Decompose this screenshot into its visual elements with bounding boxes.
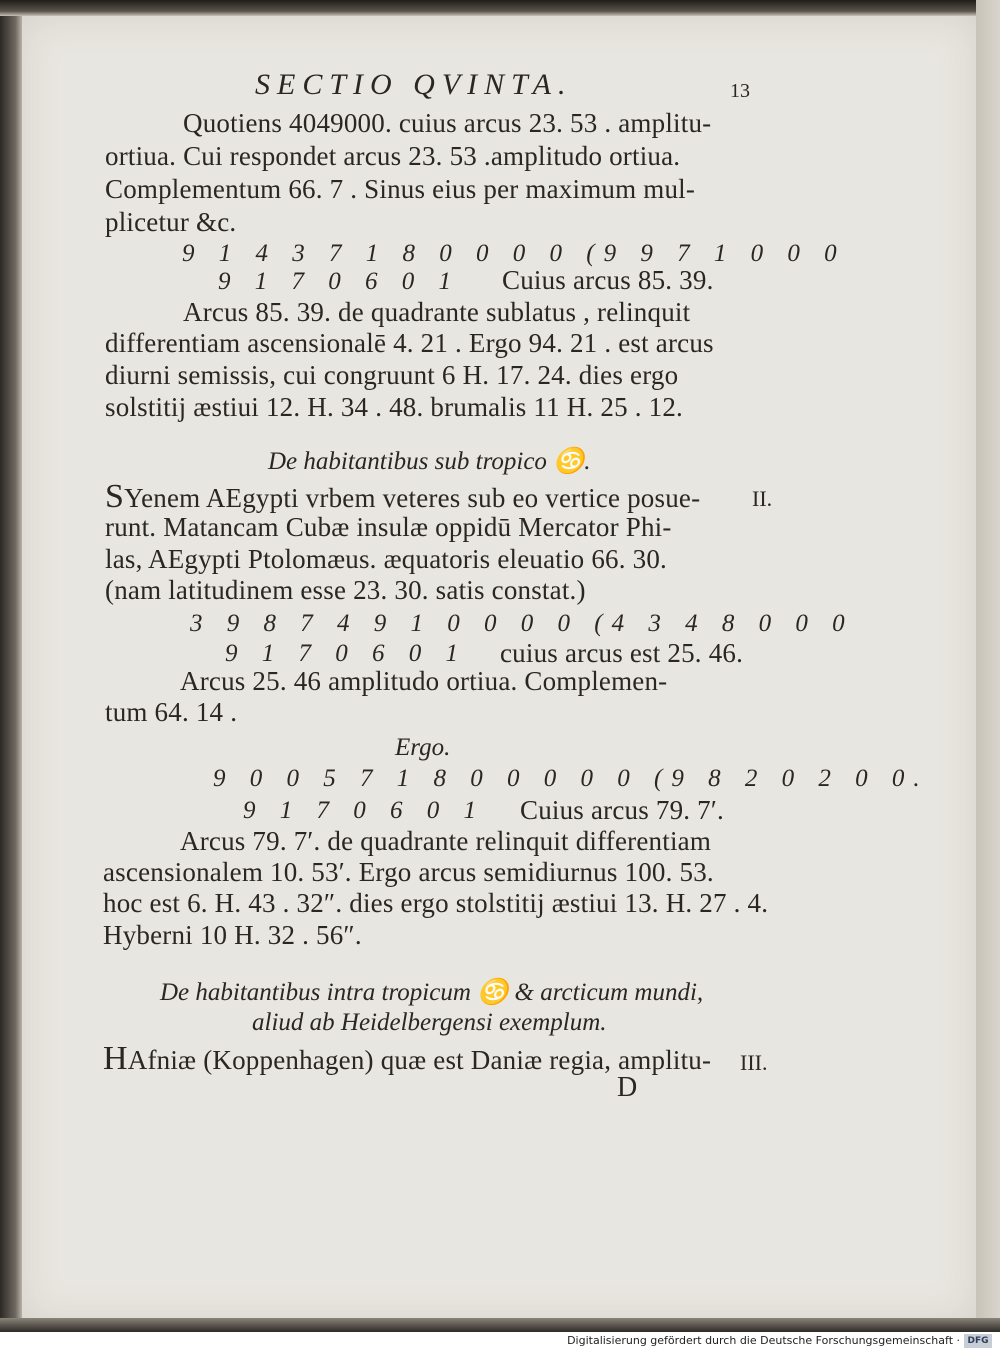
drop-cap: H <box>103 1040 128 1077</box>
text-line: solstitij æstiui 12. H. 34 . 48. brumalis 11 H. 25 . 12. <box>105 392 683 422</box>
funding-credit: Digitalisierung gefördert durch die Deutsche Forschungsgemeinschaft · <box>567 1334 960 1347</box>
text-line <box>105 478 700 516</box>
calc-row: 9 1 7 0 6 0 1 <box>218 268 460 295</box>
drop-cap: S <box>105 478 125 515</box>
text-line: diurni semissis, cui congruunt 6 H. 17. 24. dies ergo <box>105 360 679 390</box>
calc-row: 9 1 7 0 6 0 1 <box>243 797 485 824</box>
text-line: ascensionalem 10. 53′. Ergo arcus semidiurnus 100. 53. <box>103 857 714 887</box>
text-line: Arcus 25. 46 amplitudo ortiua. Complemen- <box>180 666 668 696</box>
page-number: 13 <box>730 80 750 102</box>
text-line-rest: Yenem AEgypti vrbem veteres sub eo vertice posue- <box>124 483 701 513</box>
text-line: Complementum 66. 7 . Sinus eius per maximum mul- <box>105 174 696 204</box>
text-line: Quotiens 4049000. cuius arcus 23. 53 . amplitu- <box>183 108 712 138</box>
calc-row: 9 1 7 0 6 0 1 <box>225 640 467 667</box>
page-right-edge <box>976 0 1000 1330</box>
text-line: Hyberni 10 H. 32 . 56″. <box>103 920 362 950</box>
margin-number: II. <box>752 486 773 511</box>
text-line: differentiam ascensionalē 4. 21 . Ergo 94. 21 . est arcus <box>105 328 714 358</box>
calc-result: Cuius arcus 79. 7′. <box>520 795 724 825</box>
page-bottom-edge <box>0 1318 1000 1332</box>
text-line: Arcus 79. 7′. de quadrante relinquit differentiam <box>180 826 712 856</box>
text-line: tum 64. 14 . <box>105 697 238 727</box>
text-line: (nam latitudinem esse 23. 30. satis constat.) <box>105 575 586 605</box>
footer-bar <box>0 1332 1000 1351</box>
text-line: hoc est 6. H. 43 . 32″. dies ergo stolstitij æstiui 13. H. 27 . 4. <box>103 888 769 918</box>
text-line: Arcus 85. 39. de quadrante sublatus , relinquit <box>183 297 691 327</box>
running-head: SECTIO QVINTA. <box>255 68 573 101</box>
text-line: ortiua. Cui respondet arcus 23. 53 .amplitudo ortiua. <box>105 141 681 171</box>
text-line-rest: Afniæ (Koppenhagen) quæ est Daniæ regia, amplitu- <box>127 1045 712 1075</box>
calc-row: 9 1 4 3 7 1 8 0 0 0 0 (9 9 7 1 0 0 0 <box>182 240 846 267</box>
calc-result: Cuius arcus 85. 39. <box>502 265 714 295</box>
dfg-logo: DFG <box>964 1334 992 1348</box>
calc-row: 3 9 8 7 4 9 1 0 0 0 0 (4 3 4 8 0 0 0 <box>190 610 854 637</box>
text-line: las, AEgypti Ptolomæus. æquatoris eleuatio 66. 30. <box>105 544 667 574</box>
section-heading: De habitantibus intra tropicum ♋ & arcticum mundi, <box>160 979 704 1006</box>
margin-number: III. <box>740 1050 768 1075</box>
calc-row: 9 0 0 5 7 1 8 0 0 0 0 0 (9 8 2 0 2 0 0. <box>213 765 929 792</box>
page-top-edge <box>0 0 1000 16</box>
section-heading: Ergo. <box>395 734 451 761</box>
signature-mark: D <box>617 1072 638 1103</box>
section-heading: De habitantibus sub tropico ♋. <box>268 448 591 475</box>
section-heading: aliud ab Heidelbergensi exemplum. <box>252 1009 607 1036</box>
page-left-edge <box>0 0 22 1330</box>
calc-result: cuius arcus est 25. 46. <box>500 638 744 668</box>
text-line: runt. Matancam Cubæ insulæ oppidū Mercator Phi- <box>105 512 672 542</box>
text-line: plicetur &c. <box>105 207 237 237</box>
